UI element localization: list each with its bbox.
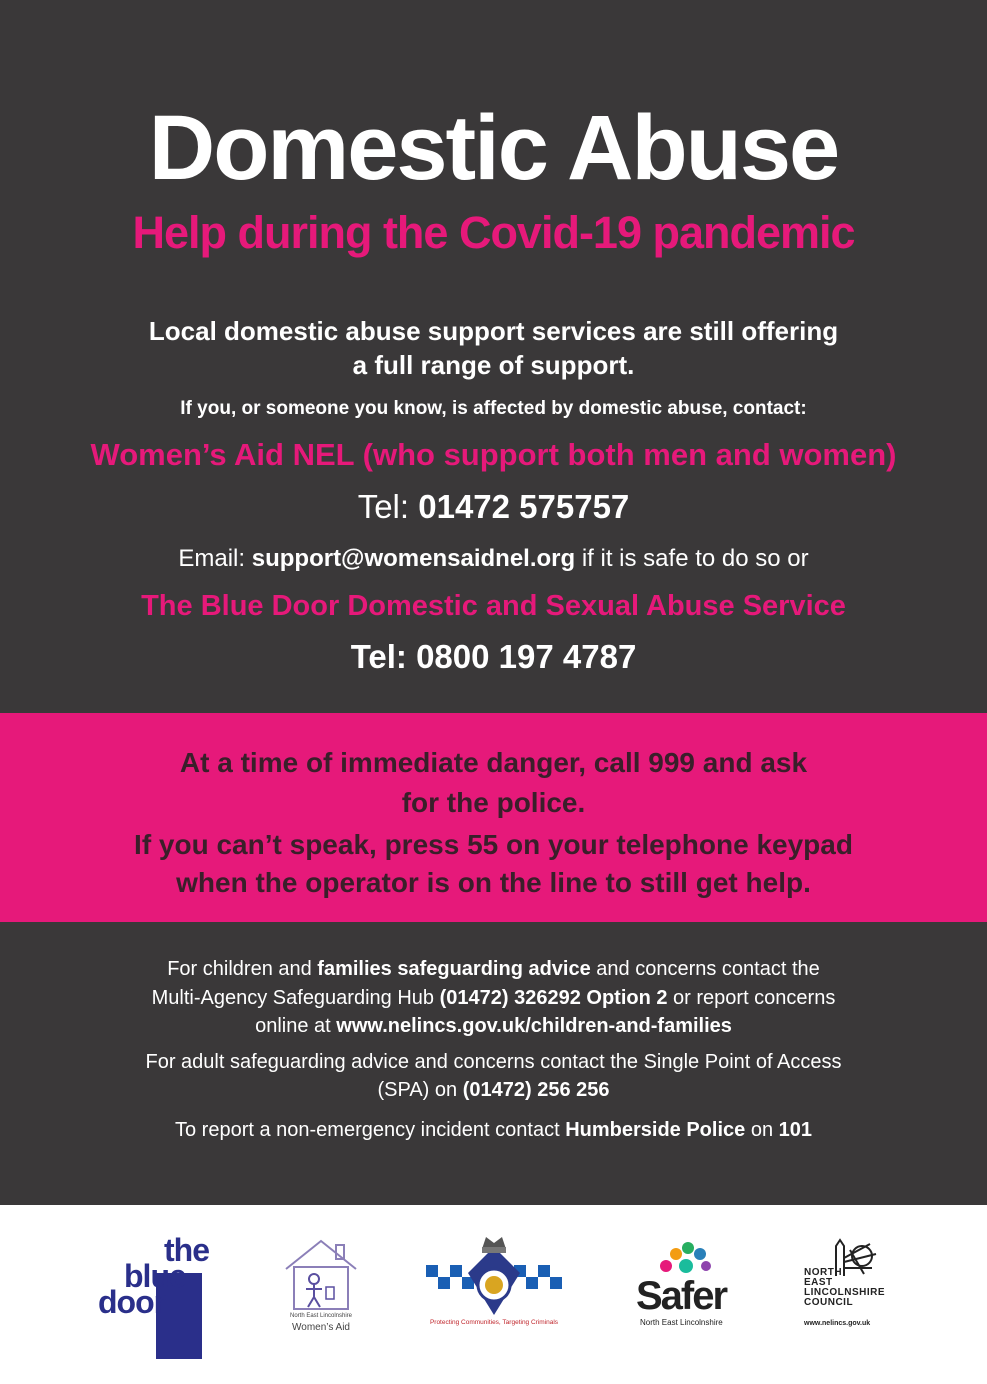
blue-door-logo [96,1232,209,1329]
children-families-link[interactable]: www.nelincs.gov.uk/children-and-families [336,1015,732,1037]
adult-safeguarding-text [0,1048,987,1104]
nelc-line-2: EAST [804,1277,833,1288]
intro-text [0,314,987,382]
nelc-line-1: NORTH [804,1267,843,1278]
adult-line-2 [0,1076,987,1104]
blue-door-word-blue: blue [124,1258,186,1294]
intro-line-2: a full range of support. [352,350,635,380]
text-span: or report concerns [667,986,836,1009]
safer-word: Safer [636,1274,727,1318]
blue-door-word-door: door [98,1284,166,1320]
blue-door-word-the: the [164,1232,209,1268]
speak-line-2: when the operator is on the line to still get help. [176,867,811,898]
children-line-3 [0,1012,987,1041]
text-span: and concerns contact the [590,958,820,980]
nelc-line-4: COUNCIL [804,1297,854,1308]
blue-door-name: The Blue Door Domestic and Sexual Abuse Service [141,590,846,622]
womens-aid-tel-number[interactable]: 01472 575757 [418,488,630,525]
text-span: Multi-Agency Safeguarding Hub [151,986,440,1009]
womens-aid-phone [0,486,987,528]
adult-line-1: For adult safeguarding advice and concerns contact the Single Point of Access [145,1051,842,1073]
danger-line-1: At a time of immediate danger, call 999 and ask [179,747,808,778]
wa-caption-line-1: North East Lincolnshire [289,1313,353,1319]
page-title: Domestic Abuse [148,97,839,199]
partner-logos [0,1205,987,1384]
nelc-text [804,1268,885,1308]
text-span: For children and [167,958,318,980]
speak-line-1: If you can’t speak, press 55 on your telephone keypad [134,829,853,860]
womens-aid-email [0,543,987,575]
text-span: (SPA) on [377,1079,463,1101]
bold-span: Humberside Police [565,1119,746,1141]
danger-text [0,743,987,823]
womens-aid-caption [276,1311,366,1333]
safer-sub: North East Lincolnshire [640,1318,723,1327]
safeguarding-section [0,922,987,1205]
children-safeguarding-text [0,955,987,1041]
children-line-1 [0,955,987,984]
page-subtitle: Help during the Covid-19 pandemic [132,207,855,258]
nelc-line-3: LINCOLNSHIRE [804,1287,885,1298]
intro-line-1: Local domestic abuse support services are still offering [148,316,839,346]
womens-aid-logo [276,1235,366,1333]
humberside-police-logo [424,1233,564,1333]
police-badge-icon [424,1233,564,1317]
text-span: online at [255,1015,337,1037]
police-non-emergency-text [0,1116,987,1144]
house-icon [276,1235,366,1311]
nelc-logo [800,1238,896,1330]
womens-aid-name: Women’s Aid NEL (who support both men and women) [90,437,897,472]
wa-caption-line-2: Women’s Aid [292,1322,350,1333]
text-span: To report a non-emergency incident contact [174,1119,566,1141]
danger-line-2: for the police. [401,787,586,818]
silent-call-text [0,826,987,902]
email-link[interactable]: support@womensaidnel.org [251,545,576,572]
spa-phone[interactable]: (01472) 256 256 [462,1079,610,1101]
email-label: Email: [178,545,246,572]
bold-span: families safeguarding advice [317,958,591,980]
contact-prompt: If you, or someone you know, is affected by domestic abuse, contact: [180,398,807,419]
tel-label: Tel: [357,488,410,525]
safer-nel-logo [634,1240,744,1330]
police-101-number[interactable]: 101 [778,1119,812,1141]
blue-door-phone[interactable]: Tel: 0800 197 4787 [350,638,637,675]
children-line-2 [0,984,987,1013]
text-span: on [745,1119,779,1141]
police-caption: Protecting Communities, Targeting Criminals [429,1319,559,1326]
nelc-url[interactable]: www.nelincs.gov.uk [804,1320,871,1327]
emergency-band [0,713,987,922]
mash-phone[interactable]: (01472) 326292 Option 2 [439,986,668,1009]
email-suffix: if it is safe to do so or [581,545,809,572]
